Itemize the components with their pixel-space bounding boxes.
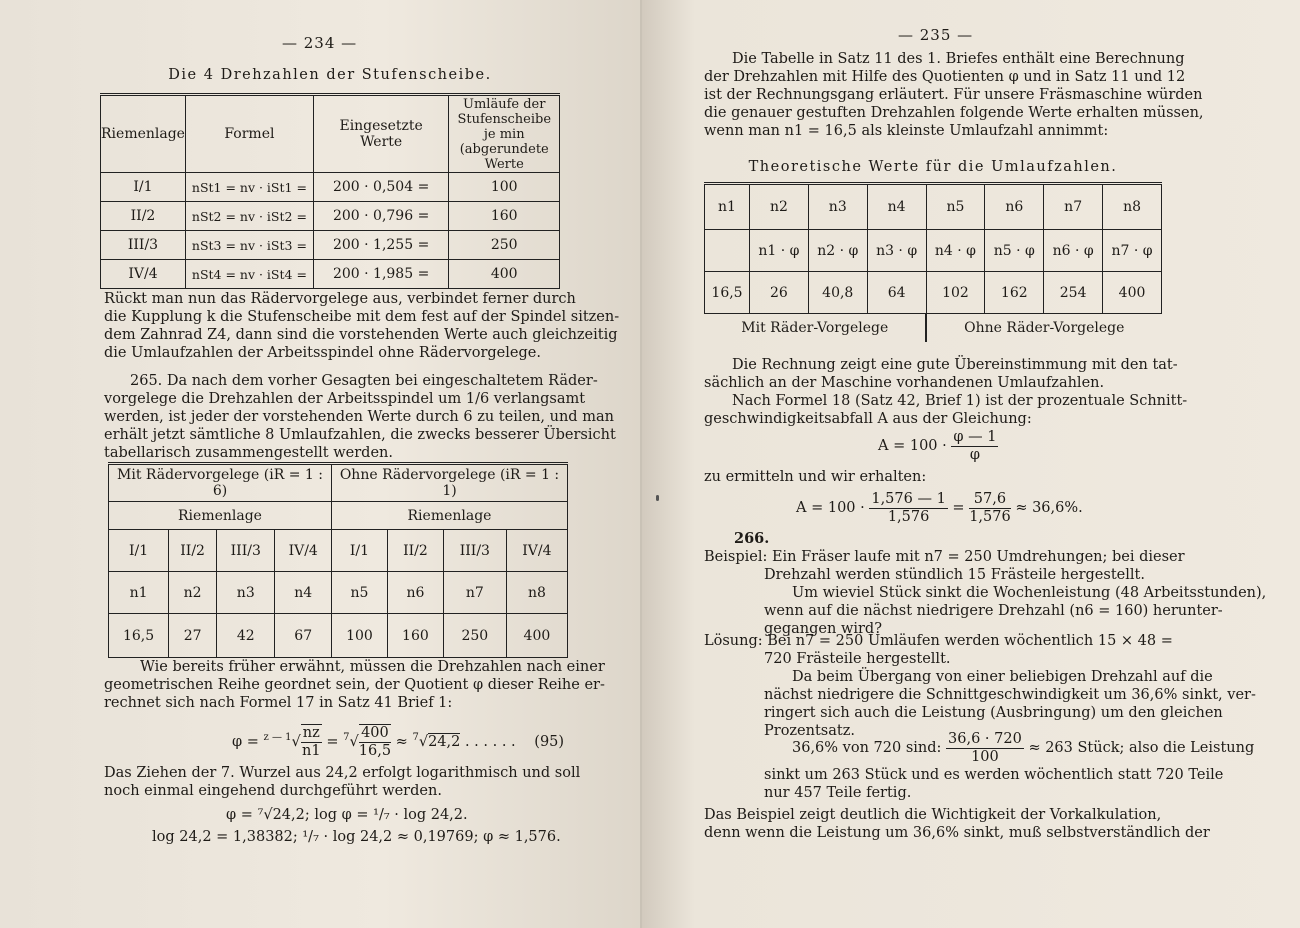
value-cell: 64 — [867, 272, 926, 314]
theoretical-table-title: Theoretische Werte für die Umlaufzahlen. — [748, 159, 1118, 175]
fraction-numerator: φ — 1 — [953, 428, 997, 445]
paragraph-line: ringert sich auch die Leistung (Ausbringung) um den gleichen — [764, 705, 1223, 721]
fraction-numerator: 1,576 — 1 — [871, 490, 946, 507]
fraction-numerator: 57,6 — [969, 491, 1011, 509]
value-cell: 16,5 — [109, 614, 169, 658]
paragraph-line: dem Zahnrad Z4, dann sind die vorstehenden Werte auch gleichzeitig — [104, 327, 618, 343]
paragraph-line: geschwindigkeitsabfall A aus der Gleichung: — [704, 411, 1032, 427]
formula-A-result — [796, 488, 1083, 528]
n-cell: n2 — [169, 572, 217, 614]
header-formel: Formel — [185, 95, 313, 173]
root-index: z — 1 — [263, 732, 292, 743]
belt-cell: IV/4 — [275, 530, 332, 572]
header-werte: Eingesetzte Werte — [313, 95, 449, 173]
formula-lhs: 36,6% von 720 sind: — [792, 740, 942, 756]
paragraph-line: Nach Formel 18 (Satz 42, Brief 1) ist der prozentuale Schnitt- — [732, 393, 1188, 409]
n-cell: n6 — [387, 572, 443, 614]
cell: nSt2 = nv · iSt2 = — [185, 202, 313, 231]
value-cell: 26 — [750, 272, 809, 314]
equation-tag: (95) — [534, 733, 565, 750]
table-row — [101, 231, 560, 260]
paragraph-line: Die Rechnung zeigt eine gute Übereinstimmung mit den tat- — [732, 357, 1178, 373]
table-row — [101, 173, 560, 202]
n-cell: n5 — [926, 184, 985, 230]
table-row — [101, 202, 560, 231]
value-cell: 102 — [926, 272, 985, 314]
table-row — [101, 260, 560, 289]
paragraph-line: Lösung: Bei n7 = 250 Umläufen werden wöchentlich 15 × 48 = — [704, 633, 1173, 649]
phi-cell: n1 · φ — [750, 230, 809, 272]
footer-without: Ohne Räder-Vorgelege — [926, 314, 1161, 342]
formula-lhs: A = 100 · — [796, 500, 865, 516]
cell: 400 — [449, 260, 560, 289]
paragraph-line: tabellarisch zusammengestellt werden. — [104, 445, 393, 461]
fraction-denominator: 16,5 — [358, 742, 392, 759]
paragraph-line: die Umlaufzahlen der Arbeitsspindel ohne Rädervorgelege. — [104, 345, 541, 361]
paragraph-line: gegangen wird? — [764, 621, 882, 637]
root-index-2: 7 — [343, 732, 350, 743]
value-cell: 160 — [387, 614, 443, 658]
formula-log-2: log 24,2 = 1,38382; ¹/₇ · log 24,2 ≈ 0,19769; φ ≈ 1,576. — [152, 829, 561, 845]
cell: 200 · 0,796 = — [313, 202, 449, 231]
belt-cell: III/3 — [443, 530, 506, 572]
header-riemenlage: Riemenlage — [101, 95, 186, 173]
empty-cell — [705, 230, 750, 272]
paragraph-line: erhält jetzt sämtliche 8 Umlaufzahlen, die zwecks besserer Übersicht — [104, 427, 616, 443]
value-cell: 250 — [443, 614, 506, 658]
approx: ≈ — [395, 733, 408, 750]
paragraph-line: die genauer gestuften Drehzahlen folgende Werte erhalten müssen, — [704, 105, 1204, 121]
page-number-left: — 234 — — [282, 34, 358, 52]
page-number-right: — 235 — — [898, 26, 974, 44]
table1-title: Die 4 Drehzahlen der Stufenscheibe. — [168, 67, 492, 83]
paragraph-line: 265. Da nach dem vorher Gesagten bei eingeschaltetem Räder- — [130, 373, 598, 389]
belt-cell: I/1 — [109, 530, 169, 572]
dots: . . . . . . — [464, 733, 516, 750]
n-cell: n7 — [443, 572, 506, 614]
phi-cell: n7 · φ — [1103, 230, 1162, 272]
header-umlaeufe: Umläufe der Stufenscheibe je min (abgerundete Werte — [449, 95, 560, 173]
cell: II/2 — [101, 202, 186, 231]
n-cell: n2 — [750, 184, 809, 230]
paragraph-line: 720 Frästeile hergestellt. — [764, 651, 951, 667]
belt-cell: II/2 — [169, 530, 217, 572]
paragraph-line: geometrischen Reihe geordnet sein, der Quotient φ dieser Reihe er- — [104, 677, 605, 693]
n-cell: n1 — [705, 184, 750, 230]
paragraph-line: zu ermitteln und wir erhalten: — [704, 469, 927, 485]
formula-95: φ = $^{z — 1}$√ $\frac{nz}{n1}$ = $^7$√ $\frac{400}{16,5}$ ≈ $^7$√24,2 . . . . . . (95) — [232, 724, 565, 759]
paragraph-line: ist der Rechnungsgang erläutert. Für unsere Fräsmaschine würden — [704, 87, 1203, 103]
n-cell: n4 — [275, 572, 332, 614]
paragraph-line: Beispiel: Ein Fräser laufe mit n7 = 250 Umdrehungen; bei dieser — [704, 549, 1185, 565]
n-cell: n5 — [332, 572, 388, 614]
cell: nSt1 = nv · iSt1 = — [185, 173, 313, 202]
cell: III/3 — [101, 231, 186, 260]
value-cell: 162 — [985, 272, 1044, 314]
cell: 200 · 1,255 = — [313, 231, 449, 260]
paragraph-line: werden, ist jeder der vorstehenden Werte durch 6 zu teilen, und man — [104, 409, 614, 425]
cell: 200 · 1,985 = — [313, 260, 449, 289]
value-cell: 254 — [1044, 272, 1103, 314]
paragraph-line: Rückt man nun das Rädervorgelege aus, verbindet ferner durch — [104, 291, 576, 307]
phi-cell: n2 · φ — [808, 230, 867, 272]
section-number: 266. — [734, 530, 770, 547]
binding-hole — [656, 495, 659, 501]
paragraph-line: Das Beispiel zeigt deutlich die Wichtigkeit der Vorkalkulation, — [704, 807, 1162, 823]
group-header-with: Mit Rädervorgelege (iR = 1 : 6) — [109, 464, 332, 502]
paragraph-line: noch einmal eingehend durchgeführt werden. — [104, 783, 442, 799]
table-eight-speeds — [108, 462, 568, 658]
right-page — [642, 0, 1300, 928]
cell: nSt4 = nv · iSt4 = — [185, 260, 313, 289]
left-page — [0, 0, 640, 928]
paragraph-line: nächst niedrigere die Schnittgeschwindigkeit um 36,6% sinkt, ver- — [764, 687, 1256, 703]
value-cell: 67 — [275, 614, 332, 658]
group-header-without: Ohne Rädervorgelege (iR = 1 : 1) — [332, 464, 568, 502]
paragraph-line: wenn auf die nächst niedrigere Drehzahl (n6 = 160) herunter- — [764, 603, 1223, 619]
formula-percent — [792, 728, 1254, 768]
cell: 200 · 0,504 = — [313, 173, 449, 202]
paragraph-line: rechnet sich nach Formel 17 in Satz 41 Brief 1: — [104, 695, 453, 711]
formula-lhs: φ = — [232, 733, 259, 750]
cell: 250 — [449, 231, 560, 260]
equals: = — [952, 500, 965, 516]
cell: nSt3 = nv · iSt3 = — [185, 231, 313, 260]
phi-cell: n5 · φ — [985, 230, 1044, 272]
n-cell: n8 — [1103, 184, 1162, 230]
value-cell: 100 — [332, 614, 388, 658]
value-cell: 42 — [217, 614, 275, 658]
phi-cell: n3 · φ — [867, 230, 926, 272]
paragraph-line: Da beim Übergang von einer beliebigen Drehzahl auf die — [792, 669, 1213, 685]
paragraph-line: Wie bereits früher erwähnt, müssen die Drehzahlen nach einer — [140, 659, 605, 675]
footer-with: Mit Räder-Vorgelege — [705, 314, 927, 342]
phi-cell: n4 · φ — [926, 230, 985, 272]
paragraph-line: Prozentsatz. — [764, 723, 855, 739]
belt-cell: I/1 — [332, 530, 388, 572]
paragraph-line: sinkt um 263 Stück und es werden wöchentlich statt 720 Teile — [764, 767, 1224, 783]
formula-lhs: A = 100 · — [878, 438, 947, 454]
fraction-denominator: 1,576 — [887, 508, 930, 525]
phi-cell: n6 · φ — [1044, 230, 1103, 272]
n-cell: n7 — [1044, 184, 1103, 230]
belt-cell: IV/4 — [506, 530, 567, 572]
result: ≈ 263 Stück; also die Leistung — [1028, 740, 1255, 756]
paragraph-line: sächlich an der Maschine vorhandenen Umlaufzahlen. — [704, 375, 1105, 391]
paragraph-line: denn wenn die Leistung um 36,6% sinkt, muß selbstverständlich der — [704, 825, 1210, 841]
belt-cell: III/3 — [217, 530, 275, 572]
fraction-denominator: 1,576 — [969, 508, 1011, 525]
table-speeds — [100, 93, 560, 289]
cell: 160 — [449, 202, 560, 231]
value-cell: 400 — [1103, 272, 1162, 314]
cell: I/1 — [101, 173, 186, 202]
belt-cell: II/2 — [387, 530, 443, 572]
paragraph-line: die Kupplung k die Stufenscheibe mit dem fest auf der Spindel sitzen- — [104, 309, 620, 325]
fraction-denominator: 100 — [971, 748, 999, 765]
formula-log-1: φ = ⁷√24,2; log φ = ¹/₇ · log 24,2. — [226, 807, 468, 823]
root-index-3: 7 — [412, 732, 419, 743]
cell: 100 — [449, 173, 560, 202]
n-cell: n6 — [985, 184, 1044, 230]
radicand-numerator: nz — [302, 724, 320, 741]
n-cell: n3 — [808, 184, 867, 230]
cell: IV/4 — [101, 260, 186, 289]
n-cell: n4 — [867, 184, 926, 230]
table-theoretical — [704, 182, 1162, 342]
paragraph-line: Drehzahl werden stündlich 15 Frästeile hergestellt. — [764, 567, 1145, 583]
result: ≈ 36,6%. — [1015, 500, 1083, 516]
value-cell: 40,8 — [808, 272, 867, 314]
paragraph-line: der Drehzahlen mit Hilfe des Quotienten φ und in Satz 11 und 12 — [704, 69, 1186, 85]
paragraph-line: Das Ziehen der 7. Wurzel aus 24,2 erfolgt logarithmisch und soll — [104, 765, 581, 781]
paragraph-line: vorgelege die Drehzahlen der Arbeitsspindel um 1/6 verlangsamt — [104, 391, 586, 407]
paragraph-line: Um wieviel Stück sinkt die Wochenleistung (48 Arbeitsstunden), — [792, 585, 1267, 601]
value-cell: 27 — [169, 614, 217, 658]
paragraph-line: Die Tabelle in Satz 11 des 1. Briefes enthält eine Berechnung — [732, 51, 1185, 67]
n-cell: n8 — [506, 572, 567, 614]
equals: = — [326, 733, 339, 750]
value-cell: 16,5 — [705, 272, 750, 314]
fraction-numerator: 36,6 · 720 — [948, 730, 1022, 747]
paragraph-line: nur 457 Teile fertig. — [764, 785, 912, 801]
sub-header: Riemenlage — [332, 502, 568, 530]
fraction-denominator: φ — [969, 446, 980, 463]
value-cell: 400 — [506, 614, 567, 658]
sub-header: Riemenlage — [109, 502, 332, 530]
radicand-denominator: n1 — [301, 742, 321, 759]
paragraph-line: wenn man n1 = 16,5 als kleinste Umlaufzahl annimmt: — [704, 123, 1109, 139]
fraction-numerator: 400 — [359, 725, 391, 743]
radicand: 24,2 — [428, 733, 461, 750]
n-cell: n1 — [109, 572, 169, 614]
n-cell: n3 — [217, 572, 275, 614]
formula-A — [878, 426, 998, 466]
